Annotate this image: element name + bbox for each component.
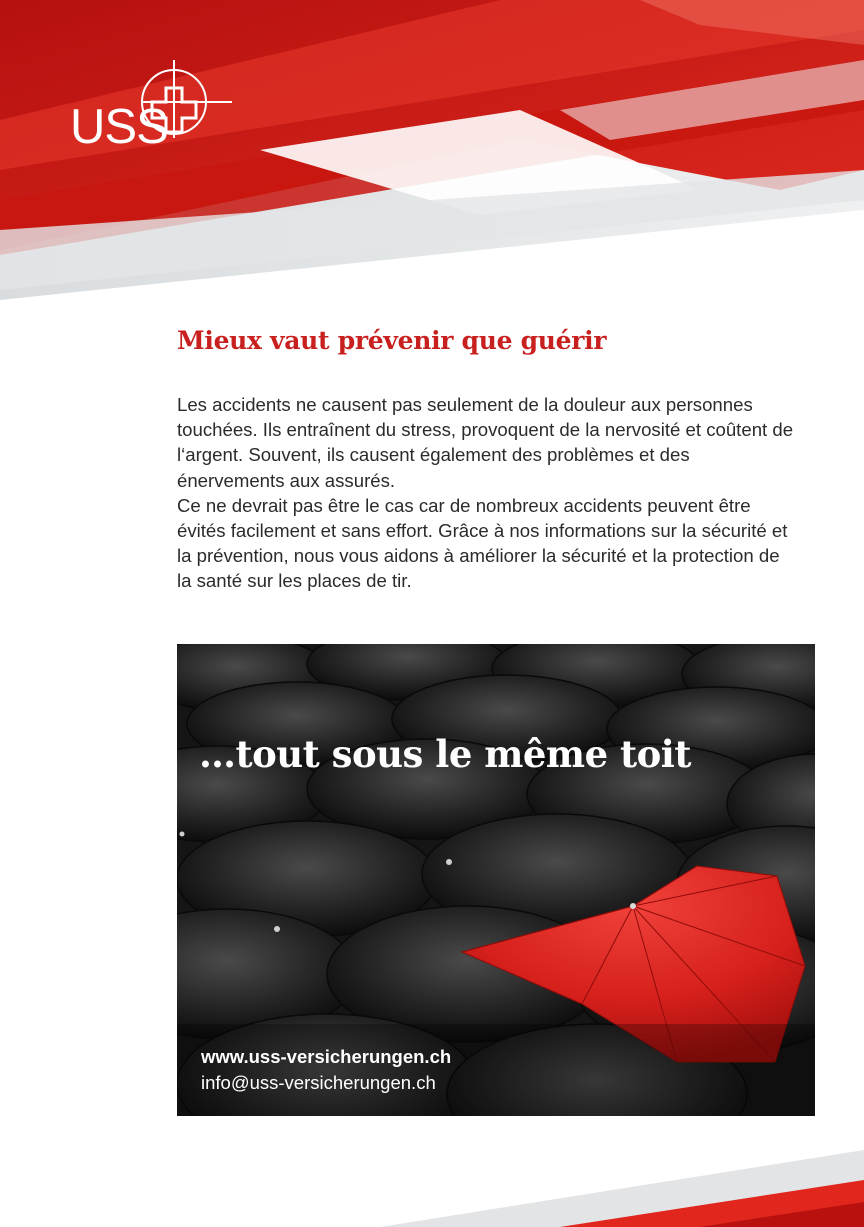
email-link[interactable]: info@uss-versicherungen.ch [201,1072,436,1093]
footer-decoration [0,1130,864,1227]
article-body [177,392,797,594]
slogan: …tout sous le même toit [199,732,691,776]
logo-text: USS [70,100,168,154]
swiss-cross-crosshair-icon [62,58,242,158]
article-headline: Mieux vaut prévenir que guérir [177,326,607,355]
uss-logo [62,58,242,158]
article-paragraph: Les accidents ne causent pas seulement de la douleur aux personnes touchées. Ils entraînent du stress, provoquent de la nervosité et coûtent de l‘argent. Souvent, ils causent également des problèmes et des énervements aux assurés. [177,394,794,491]
website-link[interactable]: www.uss-versicherungen.ch [201,1046,452,1067]
article-paragraph: Ce ne devrait pas être le cas car de nombreux accidents peuvent être évités facilement et sans effort. Grâce à nos informations sur la sécurité et la prévention, nous vous aidons à améliorer la sécurité et la protection de la santé sur les places de tir. [177,494,788,592]
umbrella-banner [177,644,815,1116]
